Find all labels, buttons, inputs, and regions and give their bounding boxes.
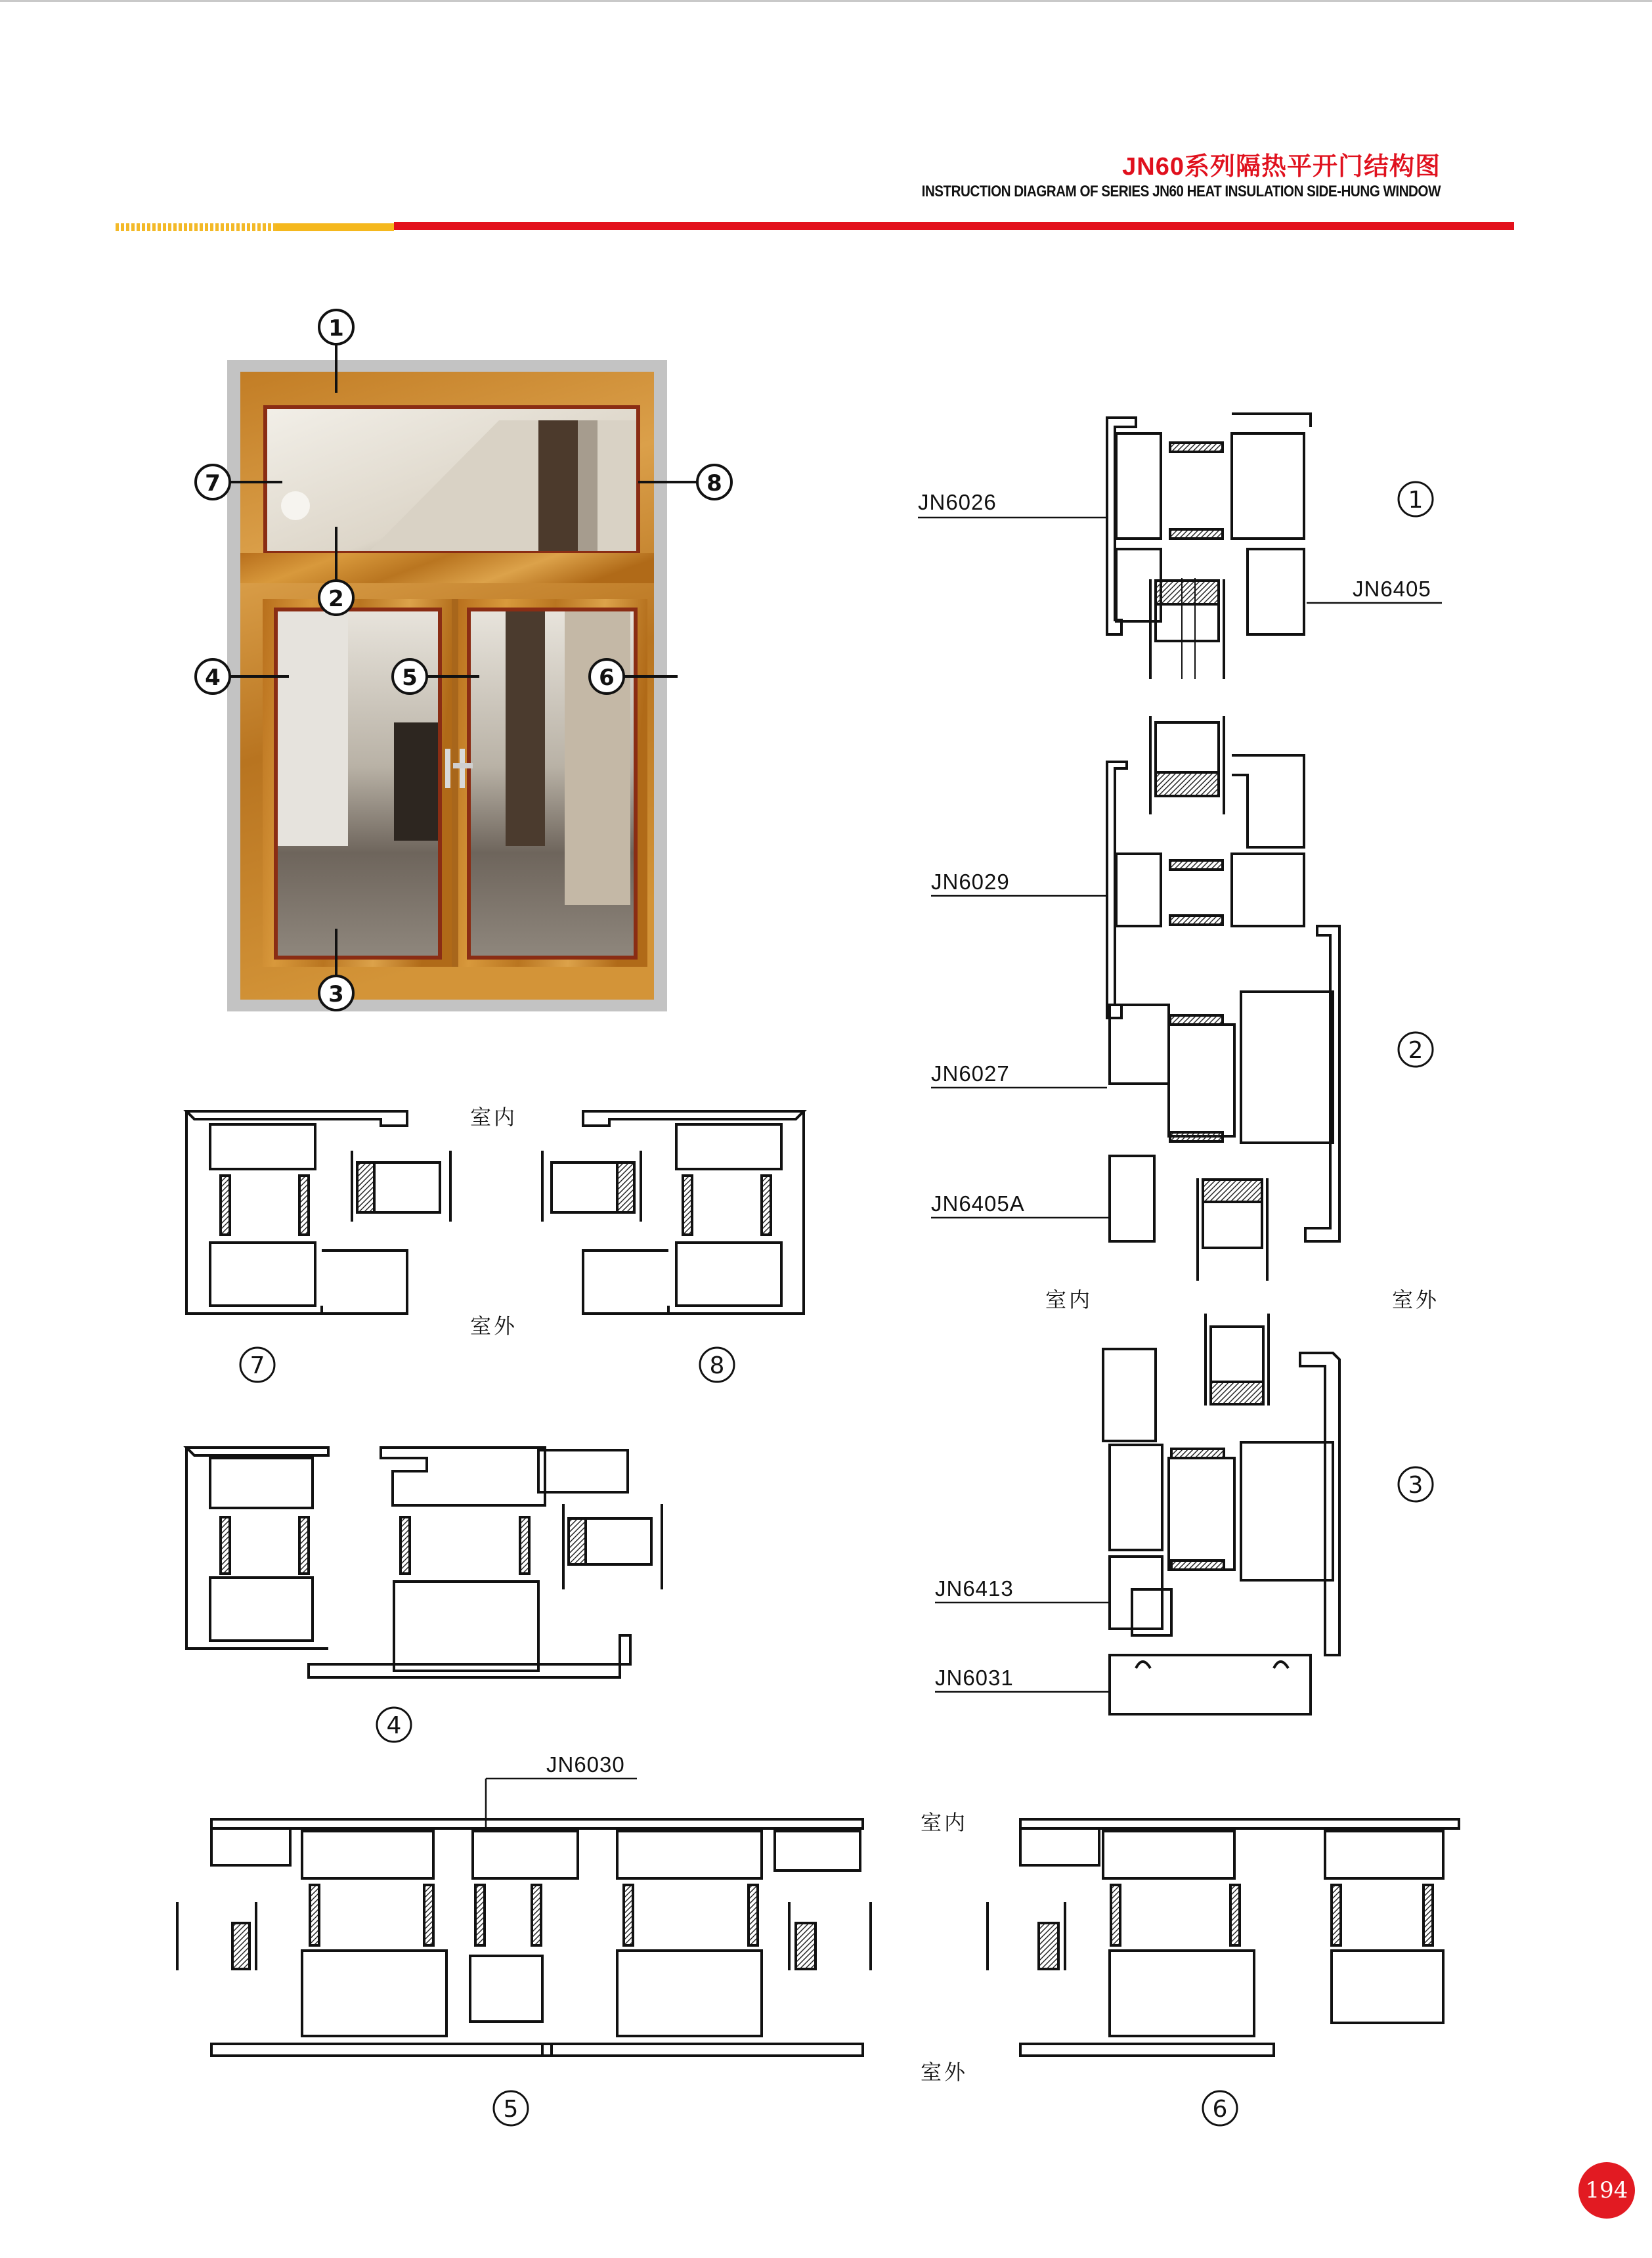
photo-callout-1 <box>319 310 353 344</box>
page-number-badge: 194 <box>1578 2162 1635 2219</box>
label-jn6030: JN6030 <box>546 1752 625 1777</box>
section-5-drawing <box>177 1819 871 2056</box>
label-jn6413: JN6413 <box>935 1576 1014 1601</box>
callout-num: 2 <box>328 586 344 612</box>
section-number-4 <box>377 1708 411 1742</box>
photo-callout-6 <box>590 659 624 694</box>
outdoor-label: 室外 <box>1392 1287 1440 1312</box>
outdoor-label-56: 室外 <box>921 2060 968 2085</box>
svg-text:4: 4 <box>386 1712 402 1739</box>
callout-num: 6 <box>599 665 615 691</box>
section-number-3 <box>1399 1467 1433 1501</box>
callout-num: 8 <box>706 470 722 497</box>
callout-num: 1 <box>328 315 344 342</box>
callout-num: 3 <box>328 981 344 1007</box>
photo-callout-7 <box>196 465 230 499</box>
label-jn6405a: JN6405A <box>931 1191 1025 1216</box>
section-number-7 <box>240 1348 274 1382</box>
section-number-8 <box>700 1348 734 1382</box>
section-2-drawing <box>1107 716 1339 1281</box>
label-jn6029: JN6029 <box>931 870 1010 894</box>
indoor-label-78: 室内 <box>470 1105 518 1130</box>
section-number-1 <box>1399 482 1433 516</box>
svg-text:5: 5 <box>503 2096 519 2123</box>
section-number-6 <box>1203 2091 1237 2125</box>
section-7-drawing <box>186 1111 450 1314</box>
section-8-drawing <box>542 1111 804 1314</box>
section-3-drawing <box>1103 1314 1339 1714</box>
outdoor-label-78: 室外 <box>470 1314 518 1339</box>
page-title: JN60系列隔热平开门结构图 <box>1122 153 1441 181</box>
section-1-drawing <box>1107 414 1311 679</box>
svg-text:3: 3 <box>1408 1472 1424 1499</box>
callout-num: 4 <box>205 665 221 691</box>
svg-text:1: 1 <box>1408 487 1424 514</box>
callout-num: 7 <box>205 470 221 497</box>
section-number-2 <box>1399 1032 1433 1067</box>
svg-text:8: 8 <box>709 1352 725 1379</box>
section-number-5 <box>494 2091 528 2125</box>
indoor-label: 室内 <box>1045 1287 1093 1312</box>
callout-num: 5 <box>402 665 418 691</box>
photo-callout-4 <box>196 659 230 694</box>
photo-callout-8 <box>697 465 731 499</box>
section-6-drawing <box>988 1819 1459 2056</box>
photo-callout-2 <box>319 581 353 615</box>
label-jn6026: JN6026 <box>918 490 997 514</box>
page-subtitle: INSTRUCTION DIAGRAM OF SERIES JN60 HEAT INSULATION SIDE-HUNG WINDOW <box>921 183 1441 200</box>
label-jn6405: JN6405 <box>1353 577 1431 601</box>
svg-text:2: 2 <box>1408 1037 1424 1064</box>
indoor-label-56: 室内 <box>921 1810 968 1835</box>
svg-text:7: 7 <box>250 1352 265 1379</box>
label-jn6027: JN6027 <box>931 1061 1010 1086</box>
section-4-drawing <box>186 1448 662 1677</box>
svg-text:6: 6 <box>1212 2096 1228 2123</box>
photo-callout-5 <box>393 659 427 694</box>
photo-callout-3 <box>319 976 353 1010</box>
label-jn6031: JN6031 <box>935 1666 1014 1690</box>
